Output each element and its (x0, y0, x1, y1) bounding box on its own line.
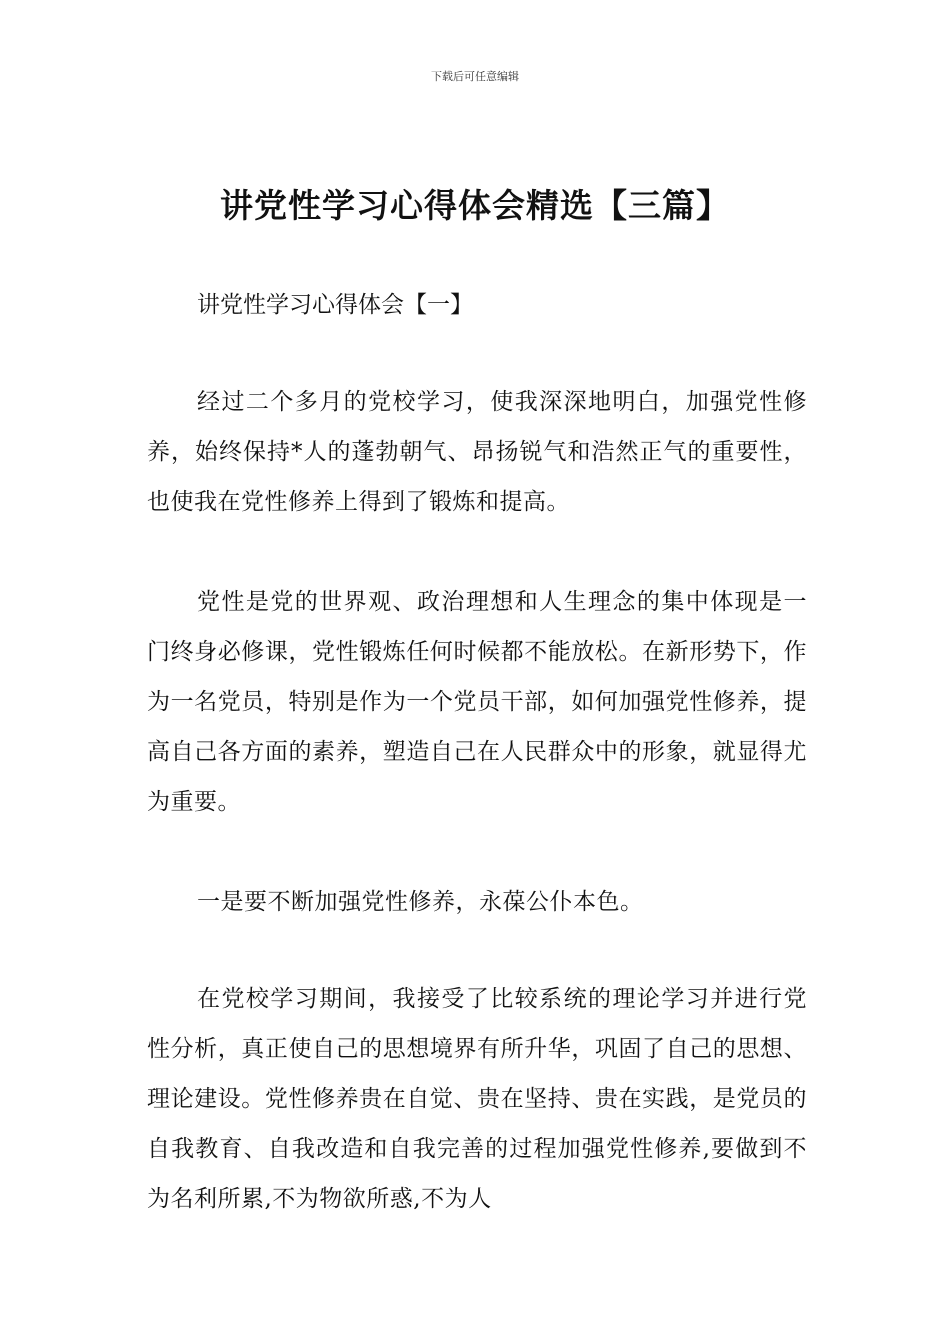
paragraph-2: 党性是党的世界观、政治理想和人生理念的集中体现是一门终身必修课，党性锻炼任何时候都不能放松。在新形势下，作为一名党员，特别是作为一个党员干部，如何加强党性修养，提高自己各方面的素养，塑造自己在人民群众中的形象，就显得尤为重要。 (147, 589, 807, 815)
paragraph-1: 经过二个多月的党校学习，使我深深地明白，加强党性修养，始终保持*人的蓬勃朝气、昂扬锐气和浩然正气的重要性，也使我在党性修养上得到了锻炼和提高。 (147, 389, 807, 515)
document-body (147, 280, 807, 1274)
paragraph-4: 在党校学习期间，我接受了比较系统的理论学习并进行党性分析，真正使自己的思想境界有所升华，巩固了自己的思想、理论建设。党性修养贵在自觉、贵在坚持、贵在实践，是党员的自我教育、自我改造和自我完善的过程加强党性修养,要做到不为名利所累,不为物欲所惑,不为人 (147, 986, 807, 1212)
header-note: 下载后可任意编辑 (431, 70, 519, 83)
document-title: 讲党性学习心得体会精选【三篇】 (220, 186, 730, 225)
section-heading: 讲党性学习心得体会【一】 (197, 292, 473, 318)
paragraph-3: 一是要不断加强党性修养，永葆公仆本色。 (197, 889, 644, 915)
